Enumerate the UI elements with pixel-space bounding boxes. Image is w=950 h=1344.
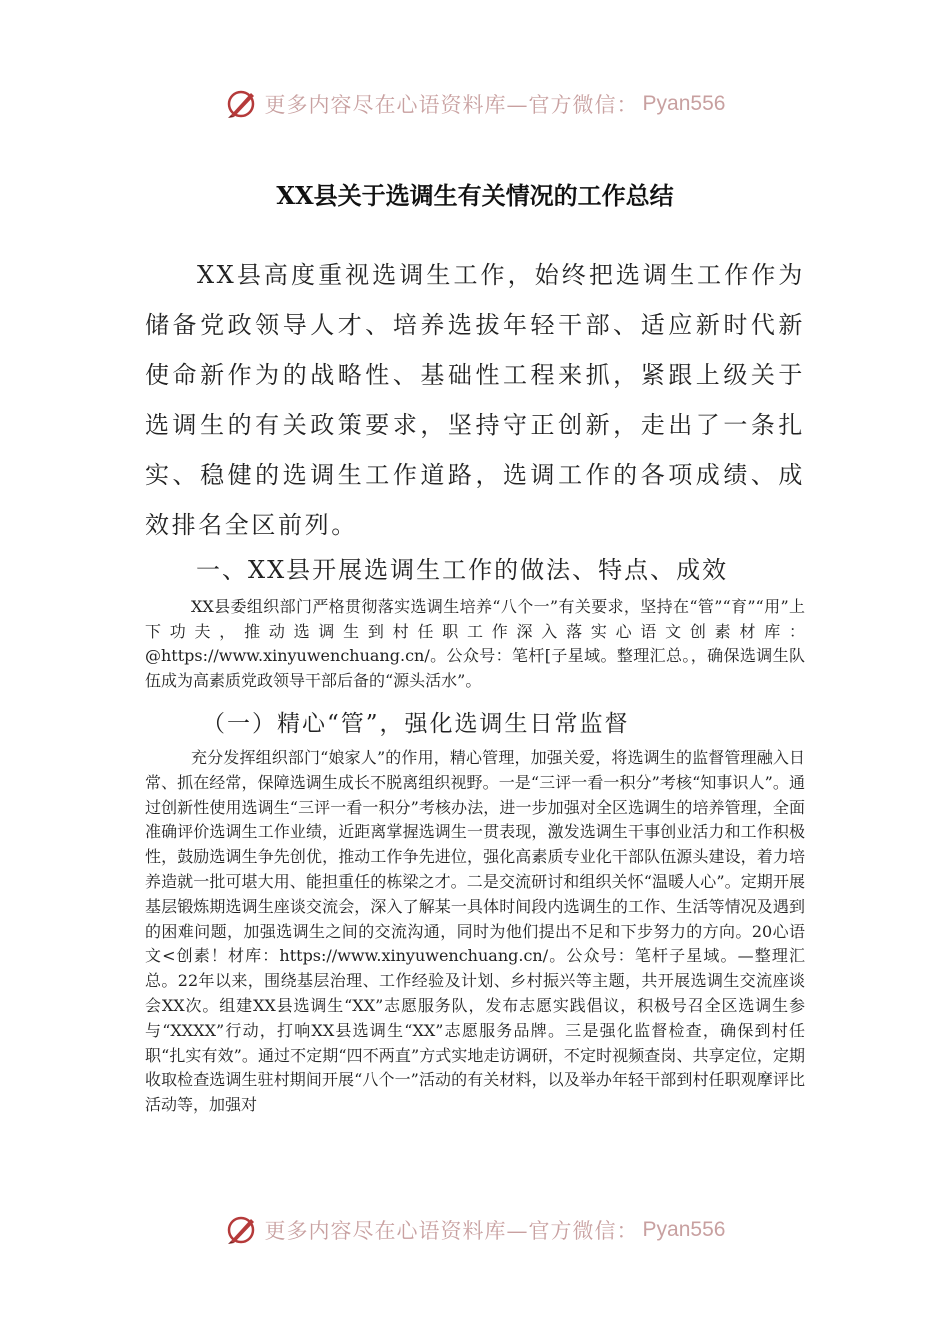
pen-circle-icon	[225, 87, 259, 121]
document-title: XX县关于选调生有关情况的工作总结	[276, 181, 674, 210]
banner-text: 更多内容尽在心语资料库—官方微信：	[264, 1219, 639, 1243]
pen-circle-icon	[225, 1213, 259, 1247]
section-paragraph: XX县委组织部门严格贯彻落实选调生培养“八个一”有关要求，坚持在“管”“育”“用”上下功夫，推动选调生到村任职工作深入落实心语文创素材库：@https://www.xinyuwenchuang.cn/。公众号：笔杆[子星域。整理汇总。，确保选调生队伍成为高素质党政领导干部后备的“源头活水”。	[145, 597, 805, 690]
header-watermark-banner	[0, 84, 950, 124]
subsection-heading: （一）精心“管”，强化选调生日常监督	[202, 711, 630, 737]
banner-text: 更多内容尽在心语资料库—官方微信：	[264, 93, 639, 117]
section-heading: 一、XX县开展选调生工作的做法、特点、成效	[196, 556, 729, 584]
banner-wechat-id: Pyan556	[642, 1218, 726, 1241]
footer-watermark-banner	[0, 1210, 950, 1250]
intro-paragraph: XX县高度重视选调生工作，始终把选调生工作作为储备党政领导人才、培养选拔年轻干部、适应新时代新使命新作为的战略性、基础性工程来抓，紧跟上级关于选调生的有关政策要求，坚持守正创新，走出了一条扎实、稳健的选调生工作道路，选调工作的各项成绩、成效排名全区前列。	[145, 261, 805, 539]
banner-wechat-id: Pyan556	[642, 92, 726, 115]
subsection-paragraph: 充分发挥组织部门“娘家人”的作用，精心管理，加强关爱，将选调生的监督管理融入日常、抓在经常，保障选调生成长不脱离组织视野。一是“三评一看一积分”考核“知事识人”。通过创新性使用选调生“三评一看一积分”考核办法，进一步加强对全区选调生的培养管理，全面准确评价选调生工作业绩，近距离掌握选调生一贯表现，激发选调生干事创业活力和工作积极性，鼓励选调生争先创优，推动工作争先进位，强化高素质专业化干部队伍源头建设，着力培养造就一批可堪大用、能担重任的栋梁之才。二是交流研讨和组织关怀“温暖人心”。定期开展基层锻炼期选调生座谈交流会，深入了解某一具体时间段内选调生的工作、生活等情况及遇到的困难问题，加强选调生之间的交流沟通，同时为他们提出不足和下步努力的方向。20心语文<创素！材库：https://www.xinyuwenchuang.cn/。公众号：笔杆子星域。—整理汇总。22年以来，围绕基层治理、工作经验及计划、乡村振兴等主题，共开展选调生交流座谈会XX次。组建XX县选调生“XX”志愿服务队，发布志愿实践倡议，积极号召全区选调生参与“XXXX”行动，打响XX县选调生“XX”志愿服务品牌。三是强化监督检查，确保到村任职“扎实有效”。通过不定期“四不两直”方式实地走访调研，不定时视频查岗、共享定位，定期收取检查选调生驻村期间开展“八个一”活动的有关材料，以及举办年轻干部到村任职观摩评比活动等，加强对	[145, 748, 805, 1115]
